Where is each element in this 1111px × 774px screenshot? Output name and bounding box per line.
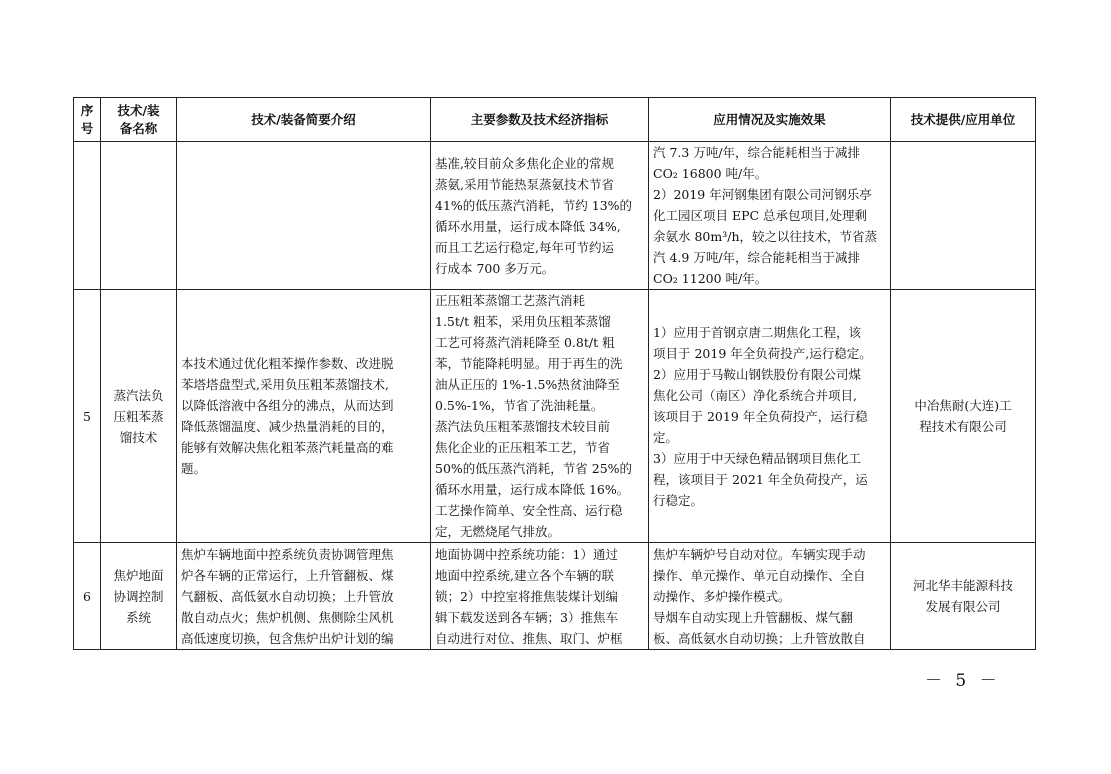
header-effects: 应用情况及实施效果 <box>649 98 891 142</box>
row-index: 5 <box>74 290 101 543</box>
header-index: 序 号 <box>74 98 101 142</box>
page-number: － 5 － <box>925 671 1001 691</box>
row-name <box>101 142 177 290</box>
row-name: 蒸汽法负 压粗苯蒸 馏技术 <box>101 290 177 543</box>
row-name: 焦炉地面 协调控制 系统 <box>101 543 177 650</box>
row-params: 正压粗苯蒸馏工艺蒸汽消耗 1.5t/t 粗苯，采用负压粗苯蒸馏 工艺可将蒸汽消耗降至 0.8t/t 粗 苯，节能降耗明显。用于再生的洗 油从正压的 1%-1.5%热贫油降至 0.5%-1%，节省了洗油耗量。 蒸汽法负压粗苯蒸馏技术较目前 焦化企业的正压粗苯工艺，节省 50%的低压蒸汽消耗，节省 25%的 循环水用量，运行成本降低 16%。 工艺操作简单、安全性高、运行稳 定，无燃烧尾气排放。 <box>431 290 649 543</box>
header-org: 技术提供/应用单位 <box>891 98 1036 142</box>
table-row <box>74 142 1036 290</box>
row-effects: 汽 7.3 万吨/年，综合能耗相当于减排 CO₂ 16800 吨/年。 2）2019 年河钢集团有限公司河钢乐亭 化工园区项目 EPC 总承包项目,处理剩 余氨水 80m³/h，较之以往技术，节省蒸 汽 4.9 万吨/年，综合能耗相当于减排 CO₂ 11200 吨/年。 <box>649 142 891 290</box>
row-org <box>891 142 1036 290</box>
row-index <box>74 142 101 290</box>
row-effects: 焦炉车辆炉号自动对位。车辆实现手动 操作、单元操作、单元自动操作、全自 动操作、多炉操作模式。 导烟车自动实现上升管翻板、煤气翻 板、高低氨水自动切换；上升管放散自 <box>649 543 891 650</box>
row-org: 河北华丰能源科技 发展有限公司 <box>891 543 1036 650</box>
table-header-row <box>74 98 1036 142</box>
row-effects: 1）应用于首钢京唐二期焦化工程，该 项目于 2019 年全负荷投产,运行稳定。 2）应用于马鞍山钢铁股份有限公司煤 焦化公司（南区）净化系统合并项目, 该项目于 2019 年全负荷投产，运行稳 定。 3）应用于中天绿色精品钢项目焦化工 程，该项目于 2021 年全负荷投产，运 行稳定。 <box>649 290 891 543</box>
header-intro: 技术/装备简要介绍 <box>177 98 431 142</box>
header-params: 主要参数及技术经济指标 <box>431 98 649 142</box>
row-intro: 焦炉车辆地面中控系统负责协调管理焦 炉各车辆的正常运行，上升管翻板、煤 气翻板、高低氨水自动切换；上升管放 散自动点火；焦炉机侧、焦侧除尘风机 高低速度切换，包含焦炉出炉计划的编 <box>177 543 431 650</box>
row-index: 6 <box>74 543 101 650</box>
row-intro: 本技术通过优化粗苯操作参数、改进脱 苯塔塔盘型式,采用负压粗苯蒸馏技术, 以降低溶液中各组分的沸点，从而达到 降低蒸馏温度、减少热量消耗的目的， 能够有效解决焦化粗苯蒸汽耗量高的难 题。 <box>177 290 431 543</box>
row-org: 中冶焦耐(大连)工 程技术有限公司 <box>891 290 1036 543</box>
header-name: 技术/装 备名称 <box>101 98 177 142</box>
row-params: 基准,较目前众多焦化企业的常规 蒸氨,采用节能热泵蒸氨技术节省 41%的低压蒸汽消耗，节约 13%的 循环水用量，运行成本降低 34%, 而且工艺运行稳定,每年可节约运 行成本 700 多万元。 <box>431 142 649 290</box>
row-params: 地面协调中控系统功能：1）通过 地面中控系统,建立各个车辆的联 锁；2）中控室将推焦装煤计划编 辑下载发送到各车辆；3）推焦车 自动进行对位、推焦、取门、炉框 <box>431 543 649 650</box>
technology-table <box>73 97 1036 650</box>
table-row <box>74 290 1036 543</box>
table-row <box>74 543 1036 650</box>
row-intro <box>177 142 431 290</box>
